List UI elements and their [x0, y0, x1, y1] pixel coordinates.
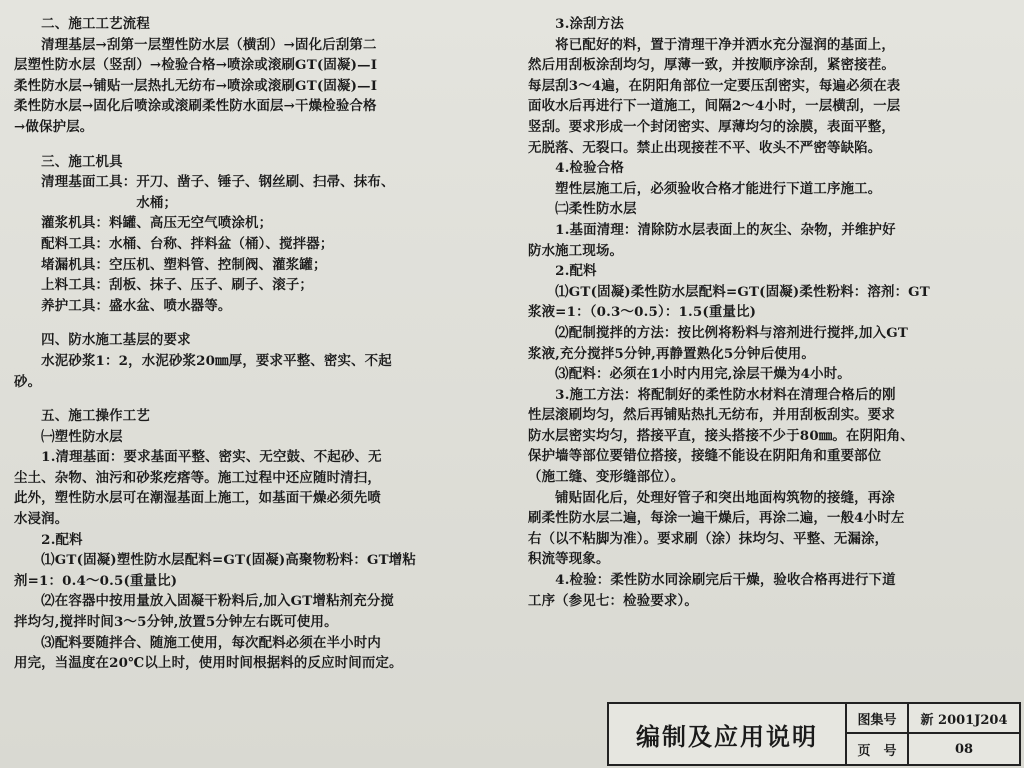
left-text-line: 剂=1：0.4～0.5(重量比): [14, 572, 178, 589]
left-text-line: 灌浆机具：料罐、高压无空气喷涂机；: [14, 215, 273, 232]
right-text-line: 面收水后再进行下一道施工，间隔2～4小时，一层横刮，一层: [528, 98, 901, 115]
left-text-line: 拌均匀,搅拌时间3～5分钟,放置5分钟左右既可使用。: [14, 614, 338, 631]
left-text-line: 此外，塑性防水层可在潮湿基面上施工，如基面干燥必须先喷: [14, 490, 381, 507]
right-text-line: 然后用刮板涂刮均匀，厚薄一致，并按顺序涂刮，紧密接茬。: [528, 57, 895, 74]
right-text-line: ⑶配料：必须在1小时内用完,涂层干燥为4小时。: [528, 366, 851, 383]
left-text-line: 用完，当温度在20℃以上时，使用时间根据料的反应时间而定。: [14, 655, 403, 672]
left-text-line: ⑵在容器中按用量放入固凝干粉料后,加入GT增粘剂充分搅: [14, 593, 395, 610]
left-text-line: 水泥砂浆1：2，水泥砂浆20㎜厚，要求平整、密实、不起: [14, 352, 392, 369]
right-text-line: 浆液=1：（0.3～0.5）：1.5(重量比): [528, 304, 757, 321]
right-text-line: 防水施工现场。: [528, 242, 624, 259]
left-text-line: 层塑性防水层（竖刮）→检验合格→喷涂或滚刷GT(固凝)—Ⅰ: [14, 57, 378, 74]
left-text-line: 养护工具：盛水盆、喷水器等。: [14, 297, 232, 314]
right-text-line: 无脱落、无裂口。禁止出现接茬不平、收头不严密等缺陷。: [528, 139, 882, 156]
left-spacer: [14, 392, 494, 406]
right-text-line: 防水层密实均匀，搭接平直，接头搭接不少于80㎜。在阴阳角、: [528, 427, 914, 444]
left-text-line: 柔性防水层→固化后喷涂或滚刷柔性防水面层→干燥检验合格: [14, 98, 377, 115]
left-text-line: 1.清理基面：要求基面平整、密实、无空鼓、不起砂、无: [14, 449, 382, 466]
right-text-line: 将已配好的料，置于清理干净并洒水充分湿润的基面上，: [528, 36, 895, 53]
right-text-line: 保护墙等部位要错位搭接，接缝不能设在阴阳角和重要部位: [528, 448, 882, 465]
left-text-line: 水浸润。: [14, 511, 69, 528]
left-text-line: 尘土、杂物、油污和砂浆疙瘩等。施工过程中还应随时清扫，: [14, 469, 381, 486]
right-text-line: 性层滚刷均匀，然后再铺贴热扎无纺布，并用刮板刮实。要求: [528, 407, 895, 424]
right-text-line: （施工缝、变形缝部位）。: [528, 469, 685, 486]
left-text-line: 四、防水施工基层的要求: [14, 332, 191, 349]
left-text-line: →做保护层。: [14, 118, 94, 135]
title-block: [607, 702, 1021, 766]
right-text-line: 工序（参见七：检验要求）。: [528, 592, 698, 609]
right-text-line: 浆液,充分搅拌5分钟,再静置熟化5分钟后使用。: [528, 345, 815, 362]
left-text-line: 配料工具：水桶、台称、拌料盆（桶）、搅拌器；: [14, 235, 334, 252]
page-number-label: 页 号: [847, 734, 909, 764]
left-text-line: 水桶；: [14, 194, 178, 211]
page-number-value: 08: [954, 741, 974, 757]
document-title: 编制及应用说明: [609, 704, 847, 764]
left-text-line: 五、施工操作工艺: [14, 408, 150, 425]
right-text-line: ⑴GT(固凝)柔性防水层配料=GT(固凝)柔性粉料：溶剂：GT: [528, 283, 930, 300]
left-text-line: 二、施工工艺流程: [14, 16, 150, 32]
right-text-line: 竖刮。要求形成一个封闭密实、厚薄均匀的涂膜，表面平整，: [528, 118, 895, 135]
right-text-line: 4.检验：柔性防水同涂刷完后干燥，验收合格再进行下道: [528, 572, 896, 589]
left-text-line: 2.配料: [14, 531, 83, 548]
left-text-line: 堵漏机具：空压机、塑料管、控制阀、灌浆罐；: [14, 256, 327, 273]
right-text-line: 塑性层施工后，必须验收合格才能进行下道工序施工。: [528, 180, 882, 197]
atlas-number-label: 图集号: [847, 704, 909, 734]
right-text-line: ⑵配制搅拌的方法：按比例将粉料与溶剂进行搅拌,加入GT: [528, 324, 909, 341]
left-text-line: 柔性防水层→铺贴一层热扎无纺布→喷涂或滚刷GT(固凝)—Ⅰ: [14, 77, 378, 94]
left-text-line: 砂。: [14, 373, 42, 390]
right-text-line: 4.检验合格: [528, 160, 624, 177]
right-text-line: 铺贴固化后，处理好管子和突出地面构筑物的接缝，再涂: [528, 489, 895, 506]
left-spacer: [14, 138, 494, 152]
atlas-number-value: 新 2001J204: [909, 704, 1019, 734]
right-text-line: ㈡柔性防水层: [528, 201, 637, 218]
right-text-line: 3.涂刮方法: [528, 16, 624, 32]
right-text-line: 每层刮3～4遍，在阴阳角部位一定要压刮密实，每遍必须在表: [528, 77, 901, 94]
left-text-line: ⑴GT(固凝)塑性防水层配料=GT(固凝)高聚物粉料：GT增粘: [14, 552, 416, 569]
left-text-line: 清理基面工具：开刀、凿子、锤子、钢丝刷、扫帚、抹布、: [14, 174, 395, 191]
left-text-line: 上料工具：刮板、抹子、压子、刷子、滚子；: [14, 277, 313, 294]
left-text-line: 清理基层→刮第一层塑性防水层（横刮）→固化后刮第二: [14, 36, 377, 53]
left-spacer: [14, 316, 494, 330]
left-text-line: 三、施工机具: [14, 153, 123, 170]
right-text-line: 积流等现象。: [528, 551, 610, 568]
right-text-line: 3.施工方法：将配制好的柔性防水材料在清理合格后的刚: [528, 386, 896, 403]
right-column: [528, 14, 1010, 611]
right-text-line: 右（以不粘脚为准）。要求刷（涂）抹均匀、平整、无漏涂，: [528, 530, 889, 547]
left-text-line: ㈠塑性防水层: [14, 428, 123, 445]
left-column: [14, 14, 494, 674]
right-text-line: 1.基面清理：清除防水层表面上的灰尘、杂物，并维护好: [528, 221, 896, 238]
right-text-line: 2.配料: [528, 263, 597, 280]
left-text-line: ⑶配料要随拌合、随施工使用，每次配料必须在半小时内: [14, 634, 381, 651]
right-text-line: 刷柔性防水层二遍，每涂一遍干燥后，再涂二遍，一般4小时左: [528, 510, 905, 527]
